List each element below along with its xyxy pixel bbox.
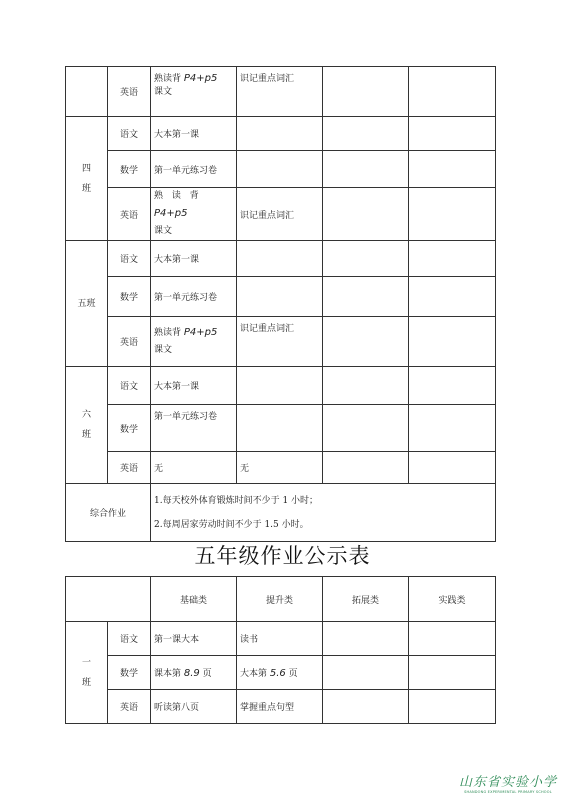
extend-cell [323, 67, 409, 117]
improve-cell: 识记重点词汇 [237, 188, 323, 241]
basic-cell: 熟读背 P4+p5 课文 [151, 67, 237, 117]
subject-cell: 英语 [108, 317, 151, 367]
basic-cell: 课本第 8.9 页 [151, 656, 237, 690]
basic-cell: 第一单元练习卷 [151, 277, 237, 317]
grade-five-homework-table [65, 576, 496, 724]
subject-cell: 数学 [108, 656, 151, 690]
table-row [66, 367, 496, 405]
basic-cell: 第一单元练习卷 [151, 151, 237, 188]
subject-cell: 英语 [108, 690, 151, 724]
table-row [66, 622, 496, 656]
table-row [66, 188, 496, 241]
basic-cell: 大本第一课 [151, 117, 237, 151]
table-row [66, 656, 496, 690]
school-name: 山东省实验小学 [458, 775, 557, 790]
class-name-cell: 四 班 [66, 117, 108, 241]
table-row [66, 405, 496, 452]
improve-cell: 无 [237, 452, 323, 484]
basic-cell: 大本第一课 [151, 367, 237, 405]
practice-cell [409, 67, 496, 117]
subject-cell: 语文 [108, 367, 151, 405]
subject-cell: 语文 [108, 622, 151, 656]
improve-cell: 掌握重点句型 [237, 690, 323, 724]
header-empty [66, 577, 151, 622]
table-row [66, 277, 496, 317]
table-header-row [66, 577, 496, 622]
table-row [66, 67, 496, 117]
comprehensive-content: 1.每天校外体育锻炼时间不少于 1 小时； 2.每周居家劳动时间不少于 1.5 小时。 [151, 484, 496, 542]
class-name-cell: 六 班 [66, 367, 108, 484]
basic-cell: 大本第一课 [151, 241, 237, 277]
header-improve: 提升类 [237, 577, 323, 622]
subject-cell: 英语 [108, 452, 151, 484]
school-name-english: SHANDONG EXPERIMENTAL PRIMARY SCHOOL [464, 790, 552, 794]
header-extend: 拓展类 [323, 577, 409, 622]
subject-cell: 语文 [108, 241, 151, 277]
header-basic: 基础类 [151, 577, 237, 622]
table-row [66, 117, 496, 151]
table-row [66, 241, 496, 277]
basic-cell: 第一课大本 [151, 622, 237, 656]
class-name-cell: 五班 [66, 241, 108, 367]
page-title: 五年级作业公示表 [194, 544, 371, 568]
basic-cell: 熟读背 P4+p5 课文 [151, 317, 237, 367]
table-row [66, 690, 496, 724]
basic-cell: 熟 读 背 P4+p5 课文 [151, 188, 237, 241]
basic-cell: 无 [151, 452, 237, 484]
improve-cell: 大本第 5.6 页 [237, 656, 323, 690]
table-row [66, 317, 496, 367]
subject-cell: 语文 [108, 117, 151, 151]
subject-cell: 数学 [108, 277, 151, 317]
subject-cell: 数学 [108, 405, 151, 452]
comprehensive-label: 综合作业 [66, 484, 151, 542]
subject-cell: 数学 [108, 151, 151, 188]
table-row [66, 484, 496, 542]
header-practice: 实践类 [409, 577, 496, 622]
school-logo [459, 771, 557, 794]
improve-cell: 识记重点词汇 [237, 317, 323, 367]
basic-cell: 听读第八页 [151, 690, 237, 724]
basic-cell: 第一单元练习卷 [151, 405, 237, 452]
subject-cell: 英语 [108, 67, 151, 117]
homework-table-continued [65, 66, 496, 542]
improve-cell: 识记重点词汇 [237, 67, 323, 117]
subject-cell: 英语 [108, 188, 151, 241]
class-name-cell: 一 班 [66, 622, 108, 724]
table-row [66, 151, 496, 188]
improve-cell: 读书 [237, 622, 323, 656]
table-row [66, 452, 496, 484]
class-cell-empty [66, 67, 108, 117]
